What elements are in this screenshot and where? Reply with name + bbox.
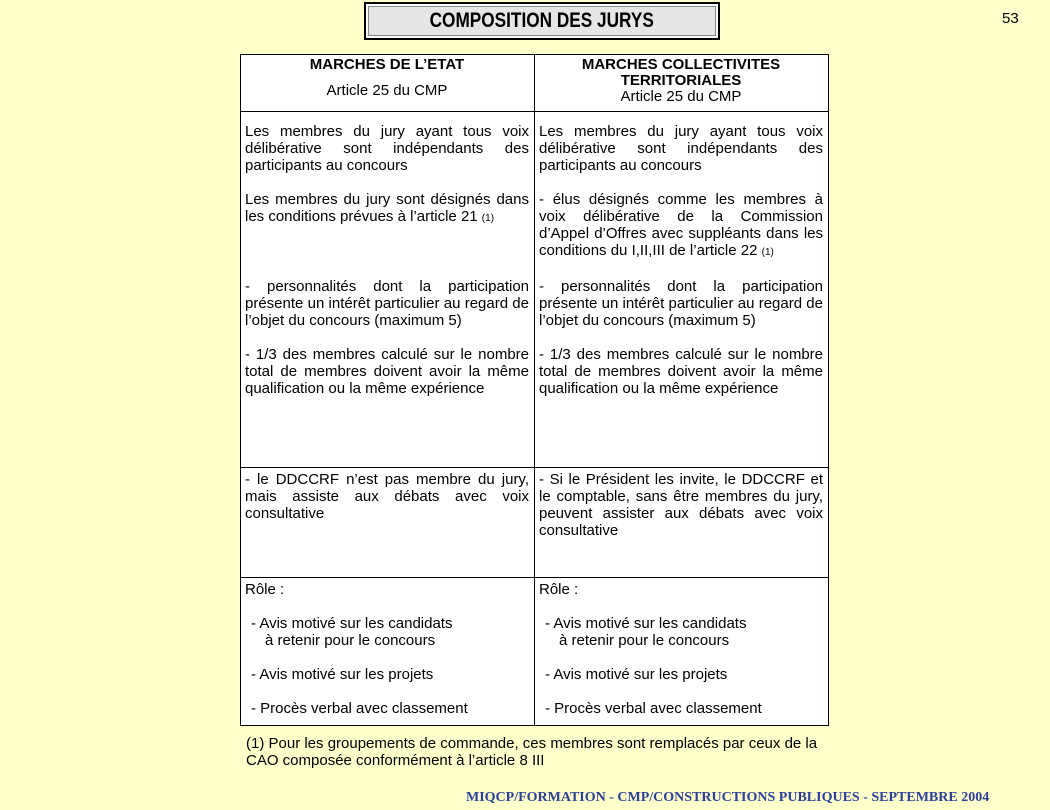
collectivites-p4: - 1/3 des membres calculé sur le nombre total de membres doivent avoir la même qualification ou la même expérience bbox=[539, 346, 823, 397]
collectivites-role-item-1-line1: - Avis motivé sur les candidats bbox=[545, 615, 747, 632]
collectivites-role-item-3: - Procès verbal avec classement bbox=[545, 700, 762, 717]
collectivites-p1: Les membres du jury ayant tous voix délibérative sont indépendants des participants au concours bbox=[539, 123, 823, 174]
collectivites-composition-cell bbox=[535, 112, 829, 468]
jury-comparison-table bbox=[240, 54, 829, 726]
page-title: COMPOSITION DES JURYS bbox=[429, 9, 655, 32]
etat-p2: Les membres du jury sont désignés dans les conditions prévues à l’article 21 bbox=[245, 191, 529, 225]
header-collectivites-subtitle: Article 25 du CMP bbox=[620, 88, 742, 105]
collectivites-role-item-2: - Avis motivé sur les projets bbox=[545, 666, 728, 683]
etat-ddccrf-cell: - le DDCCRF n’est pas membre du jury, mais assiste aux débats avec voix consultative bbox=[241, 468, 535, 578]
collectivites-role-cell bbox=[535, 578, 829, 726]
collectivites-p2: - élus désignés comme les membres à voix délibérative de la Commission d’Appel d’Offres avec suppléants dans les conditions du I,II,III de l’article 22 bbox=[539, 191, 823, 259]
etat-role-item-1-line2: à retenir pour le concours bbox=[265, 632, 436, 649]
etat-p1: Les membres du jury ayant tous voix délibérative sont indépendants des participants au concours bbox=[245, 123, 529, 174]
etat-role-title: Rôle : bbox=[245, 581, 285, 598]
collectivites-p2-note: (1) bbox=[761, 247, 774, 258]
page-title-box bbox=[364, 2, 720, 40]
collectivites-role-item-1-line2: à retenir pour le concours bbox=[559, 632, 730, 649]
etat-role-cell bbox=[241, 578, 535, 726]
etat-role-item-1-line1: - Avis motivé sur les candidats bbox=[251, 615, 453, 632]
etat-role-item-3: - Procès verbal avec classement bbox=[251, 700, 468, 717]
collectivites-p3: - personnalités dont la participation présente un intérêt particulier au regard de l’objet du concours (maximum 5) bbox=[539, 278, 823, 329]
collectivites-p2-wrap bbox=[539, 191, 823, 261]
etat-p4: - 1/3 des membres calculé sur le nombre total de membres doivent avoir la même qualification ou la même expérience bbox=[245, 346, 529, 397]
table-row bbox=[241, 578, 829, 726]
etat-composition-cell bbox=[241, 112, 535, 468]
table-header-row bbox=[241, 55, 829, 112]
collectivites-ddccrf-cell: - Si le Président les invite, le DDCCRF et le comptable, sans être membres du jury, peuvent assister aux débats avec voix consultative bbox=[535, 468, 829, 578]
etat-role-item-2: - Avis motivé sur les projets bbox=[251, 666, 434, 683]
etat-p2-wrap bbox=[245, 191, 529, 227]
etat-role-item-1 bbox=[251, 615, 529, 649]
header-etat-subtitle: Article 25 du CMP bbox=[326, 82, 448, 99]
footer-text: MIQCP/FORMATION - CMP/CONSTRUCTIONS PUBLIQUES - SEPTEMBRE 2004 bbox=[466, 790, 990, 805]
etat-p2-note: (1) bbox=[481, 213, 495, 224]
table-row bbox=[241, 468, 829, 578]
header-etat bbox=[241, 55, 535, 112]
header-etat-title: MARCHES DE L’ETAT bbox=[309, 56, 465, 73]
footnote: (1) Pour les groupements de commande, ces membres sont remplacés par ceux de la CAO composée conformément à l’article 8 III bbox=[246, 735, 818, 769]
table-row bbox=[241, 112, 829, 468]
etat-p3: - personnalités dont la participation présente un intérêt particulier au regard de l’objet du concours (maximum 5) bbox=[245, 278, 529, 329]
collectivites-role-item-1 bbox=[545, 615, 823, 649]
collectivites-role-title: Rôle : bbox=[539, 581, 579, 598]
header-collectivites-title: MARCHES COLLECTIVITES TERRITORIALES bbox=[581, 56, 781, 89]
page-number: 53 bbox=[1002, 10, 1019, 27]
header-collectivites bbox=[535, 55, 829, 112]
